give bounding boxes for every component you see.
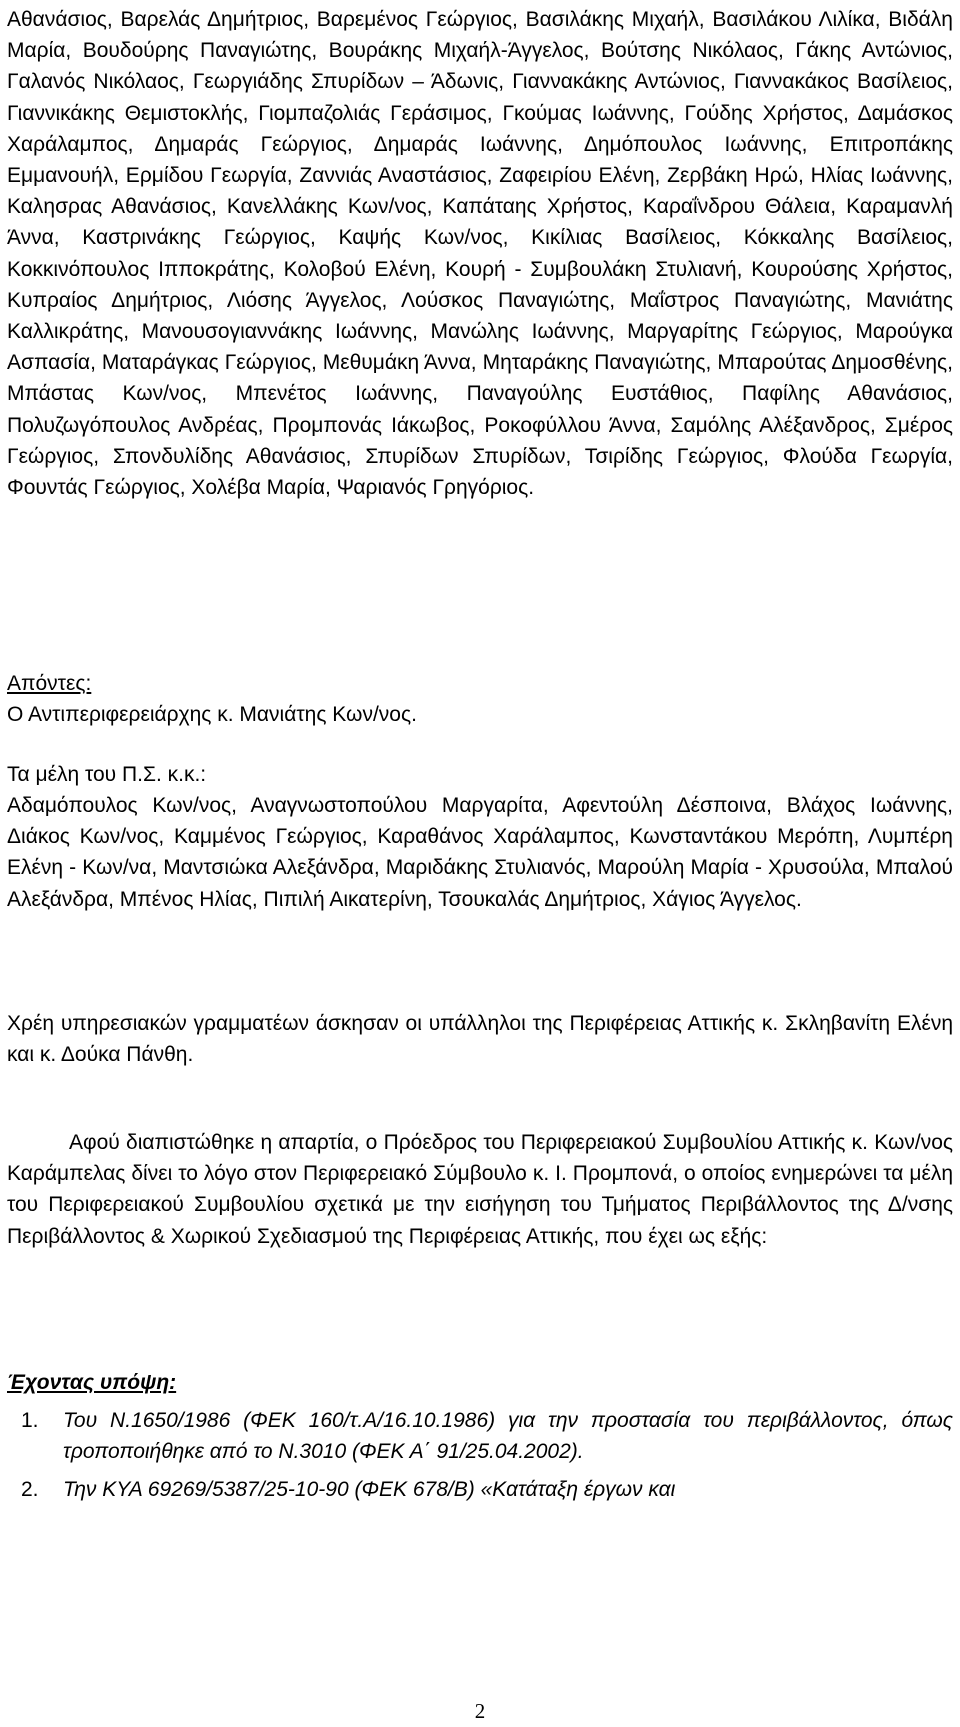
considering-list <box>7 1405 953 1506</box>
secretaries-paragraph: Χρέη υπηρεσιακών γραμματέων άσκησαν οι υπάλληλοι της Περιφέρειας Αττικής κ. Σκληβανίτη Ελένη και κ. Δούκα Πάνθη. <box>7 1012 953 1067</box>
page-number: 2 <box>474 1699 486 1723</box>
committee-label: Τα μέλη του Π.Σ. κ.κ.: <box>7 763 207 786</box>
list-item-number: 1. <box>21 1409 39 1432</box>
list-item <box>7 1405 953 1467</box>
list-item-text: Την ΚΥΑ 69269/5387/25-10-90 (ΦΕΚ 678/Β) «Κατάταξη έργων και <box>63 1478 676 1502</box>
absent-text: Ο Αντιπεριφερειάρχης κ. Μανιάτης Κων/νος. <box>7 703 417 726</box>
committee-members-paragraph: Αδαμόπουλος Κων/νος, Αναγνωστοπούλου Μαργαρίτα, Αφεντούλη Δέσποινα, Βλάχος Ιωάννης, Διάκος Κων/νος, Καμμένος Γεώργιος, Καραθάνος Χαράλαμπος, Κωνσταντάκου Μερόπη, Λυμπέρη Ελένη - Κων/να, Μαντσιώκα Αλεξάνδρα, Μαριδάκης Στυλιανός, Μαρούλη Μαρία - Χρυσούλα, Μπαλού Αλεξάνδρα, Μπένος Ηλίας, Πιπιλή Αικατερίνη, Τσουκαλάς Δημήτριος, Χάγιος Άγγελος. <box>7 794 953 911</box>
members-present-paragraph: Αθανάσιος, Βαρελάς Δημήτριος, Βαρεμένος Γεώργιος, Βασιλάκης Μιχαήλ, Βασιλάκου Λιλίκα, Βιδάλη Μαρία, Βουδούρης Παναγιώτης, Βουράκης Μιχαήλ-Άγγελος, Βούτσης Νικόλαος, Γάκης Αντώνιος, Γαλανός Νικόλαος, Γεωργιάδης Σπυρίδων – Άδωνις, Γιαννακάκης Αντώνιος, Γιαννακάκος Βασίλειος, Γιαννικάκης Θεμιστοκλής, Γιομπαζολιάς Γεράσιμος, Γκούμας Ιωάννης, Γούδης Χρήστος, Δαμάσκος Χαράλαμπος, Δημαράς Γεώργιος, Δημαράς Ιωάννης, Δημόπουλος Ιωάννης, Επιτροπάκης Εμμανουήλ, Ερμίδου Γεωργία, Ζαννιάς Αναστάσιος, Ζαφειρίου Ελένη, Ζερβάκη Ηρώ, Ηλίας Ιωάννης, Καλησρας Αθανάσιος, Κανελλάκης Κων/νος, Καπάταης Χρήστος, Καραΐνδρου Θάλεια, Καραμανλή Άννα, Καστρινάκης Γεώργιος, Καψής Κων/νος, Κικίλιας Βασίλειος, Κόκκαλης Βασίλειος, Κοκκινόπουλος Ιπποκράτης, Κολοβού Ελένη, Κουρή - Συμβουλάκη Στυλιανή, Κουρούσης Χρήστος, Κυπραίος Δημήτριος, Λιόσης Άγγελος, Λούσκος Παναγιώτης, Μαΐστρος Παναγιώτης, Μανιάτης Καλλικράτης, Μανουσογιαννάκης Ιωάννης, Μανώλης Ιωάννης, Μαργαρίτης Γεώργιος, Μαρούγκα Ασπασία, Ματαράγκας Γεώργιος, Μεθυμάκη Άννα, Μηταράκης Παναγιώτης, Μπαρούτας Δημοσθένης, Μπάστας Κων/νος, Μπενέτος Ιωάννης, Παναγούλης Ευστάθιος, Παφίλης Αθανάσιος, Πολυζωγόπουλος Ανδρέας, Προμπονάς Ιάκωβος, Ροκοφύλλου Άννα, Σαμόλης Αλέξανδρος, Σμέρος Γεώργιος, Σπονδυλίδης Αθανάσιος, Σπυρίδων Σπυρίδων, Τσιρίδης Γεώργιος, Φλούδα Γεωργία, Φουντάς Γεώργιος, Χολέβα Μαρία, Ψαριανός Γρηγόριος. <box>7 8 953 500</box>
list-item-text: Του Ν.1650/1986 (ΦΕΚ 160/τ.Α/16.10.1986) για την προστασία του περιβάλλοντος, όπως τροποποιήθηκε από το Ν.3010 (ΦΕΚ Α΄ 91/25.04.2002). <box>63 1409 953 1464</box>
quorum-paragraph: Αφού διαπιστώθηκε η απαρτία, ο Πρόεδρος του Περιφερειακού Συμβουλίου Αττικής κ. Κων/νος Καράμπελας δίνει το λόγο στον Περιφερειακό Σύμβουλο κ. Ι. Προμπονά, ο οποίος ενημερώνει τα μέλη του Περιφερειακού Συμβουλίου σχετικά με την εισήγηση του Τμήματος Περιβάλλοντος της Δ/νσης Περιβάλλοντος & Χωρικού Σχεδιασμού της Περιφέρειας Αττικής, που έχει ως εξής: <box>7 1131 953 1248</box>
list-item <box>7 1474 953 1505</box>
absent-label-text: Απόντες: <box>7 672 92 695</box>
considering-heading-text: Έχοντας υπόψη: <box>7 1371 177 1394</box>
list-item-number: 2. <box>21 1478 39 1502</box>
absent-label <box>7 668 953 699</box>
considering-heading <box>7 1367 953 1398</box>
